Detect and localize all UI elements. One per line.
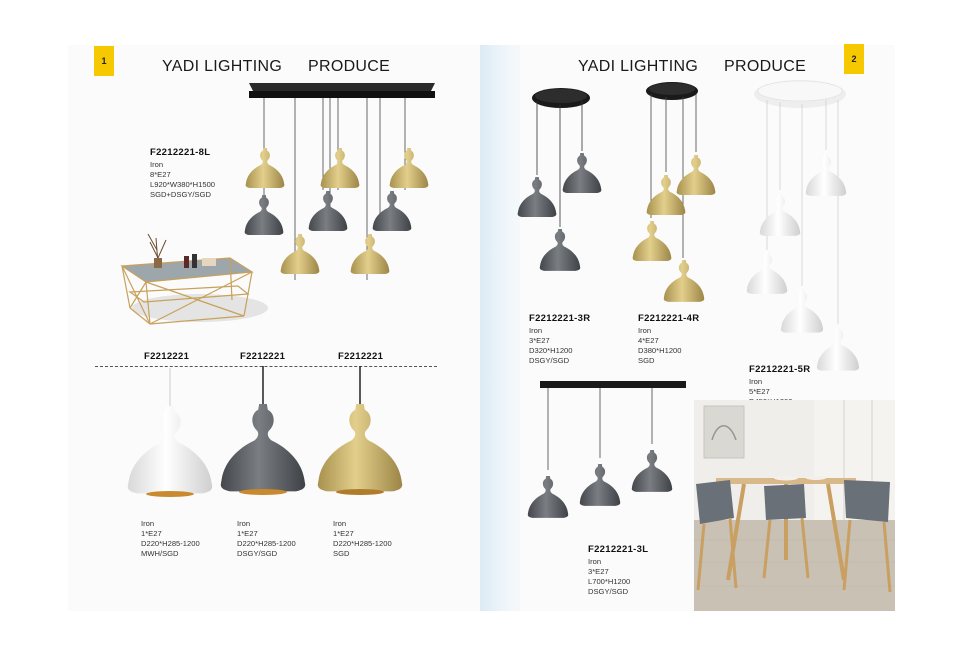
single-1-bulb: 1*E27	[141, 529, 162, 538]
product-3l-bulb: 3*E27	[588, 567, 609, 576]
product-3l-spec	[588, 545, 648, 597]
single-1-material: Iron	[141, 519, 155, 528]
product-3r-spec	[529, 314, 590, 366]
product-3l-size: L700*H1200	[588, 577, 631, 586]
single-pendant-grey-image	[223, 366, 303, 506]
product-3l-material: Iron	[588, 557, 602, 566]
single-pendant-label-3: F2212221	[338, 351, 384, 362]
page-number-badge-right: 2	[844, 44, 864, 74]
dining-room-photo	[694, 400, 895, 611]
product-5r-bulb: 5*E27	[749, 387, 770, 396]
product-3r-material: Iron	[529, 326, 543, 335]
product-4r-bulb: 4*E27	[638, 336, 659, 345]
product-8l-finish: SGD+DSGY/SGD	[150, 190, 211, 199]
product-4r-model: F2212221-4R	[638, 313, 700, 324]
product-3r-size: D320*H1200	[529, 346, 573, 355]
product-3r-finish: DSGY/SGD	[529, 356, 570, 365]
page-gutter	[480, 45, 520, 611]
single-3-size: D220*H285-1200	[333, 539, 392, 548]
product-8l-image	[235, 80, 435, 290]
brand-title-left: YADI LIGHTING	[162, 58, 283, 75]
single-pendant-spec-1	[141, 519, 200, 559]
product-8l-model: F2212221-8L	[150, 147, 211, 158]
brand-title-right: YADI LIGHTING	[578, 58, 699, 75]
product-4r-size: D380*H1200	[638, 346, 682, 355]
single-2-material: Iron	[237, 519, 251, 528]
product-8l-bulb: 8*E27	[150, 170, 171, 179]
single-pendant-spec-2	[237, 519, 296, 559]
product-5r-model: F2212221-5R	[749, 364, 811, 375]
single-pendant-white-image	[130, 368, 210, 508]
single-1-finish: MWH/SGD	[141, 549, 179, 558]
product-4r-spec	[638, 314, 699, 366]
product-3r-bulb: 3*E27	[529, 336, 550, 345]
single-2-bulb: 1*E27	[237, 529, 258, 538]
product-5r-material: Iron	[749, 377, 763, 386]
product-3l-image	[525, 378, 690, 538]
product-3l-model: F2212221-3L	[588, 544, 649, 555]
page-number-badge-left: 1	[94, 46, 114, 76]
section-title-right: PRODUCE	[724, 58, 807, 75]
single-2-finish: DSGY/SGD	[237, 549, 278, 558]
section-title-left: PRODUCE	[308, 58, 391, 75]
single-pendant-spec-3	[333, 519, 392, 559]
product-4r-material: Iron	[638, 326, 652, 335]
single-pendant-label-2: F2212221	[240, 351, 286, 362]
product-3l-finish: DSGY/SGD	[588, 587, 629, 596]
product-5r-image	[740, 78, 860, 378]
product-4r-image	[628, 80, 728, 310]
single-pendant-gold-image	[320, 366, 400, 506]
single-1-size: D220*H285-1200	[141, 539, 200, 548]
single-3-bulb: 1*E27	[333, 529, 354, 538]
single-pendant-label-1: F2212221	[144, 351, 190, 362]
product-3r-model: F2212221-3R	[529, 313, 591, 324]
single-3-finish: SGD	[333, 549, 350, 558]
product-8l-size: L920*W380*H1500	[150, 180, 216, 189]
coffee-table-image	[110, 228, 260, 343]
product-4r-finish: SGD	[638, 356, 655, 365]
single-2-size: D220*H285-1200	[237, 539, 296, 548]
product-8l-material: Iron	[150, 160, 164, 169]
product-8l-spec	[150, 148, 215, 200]
product-3r-image	[515, 85, 610, 285]
single-3-material: Iron	[333, 519, 347, 528]
